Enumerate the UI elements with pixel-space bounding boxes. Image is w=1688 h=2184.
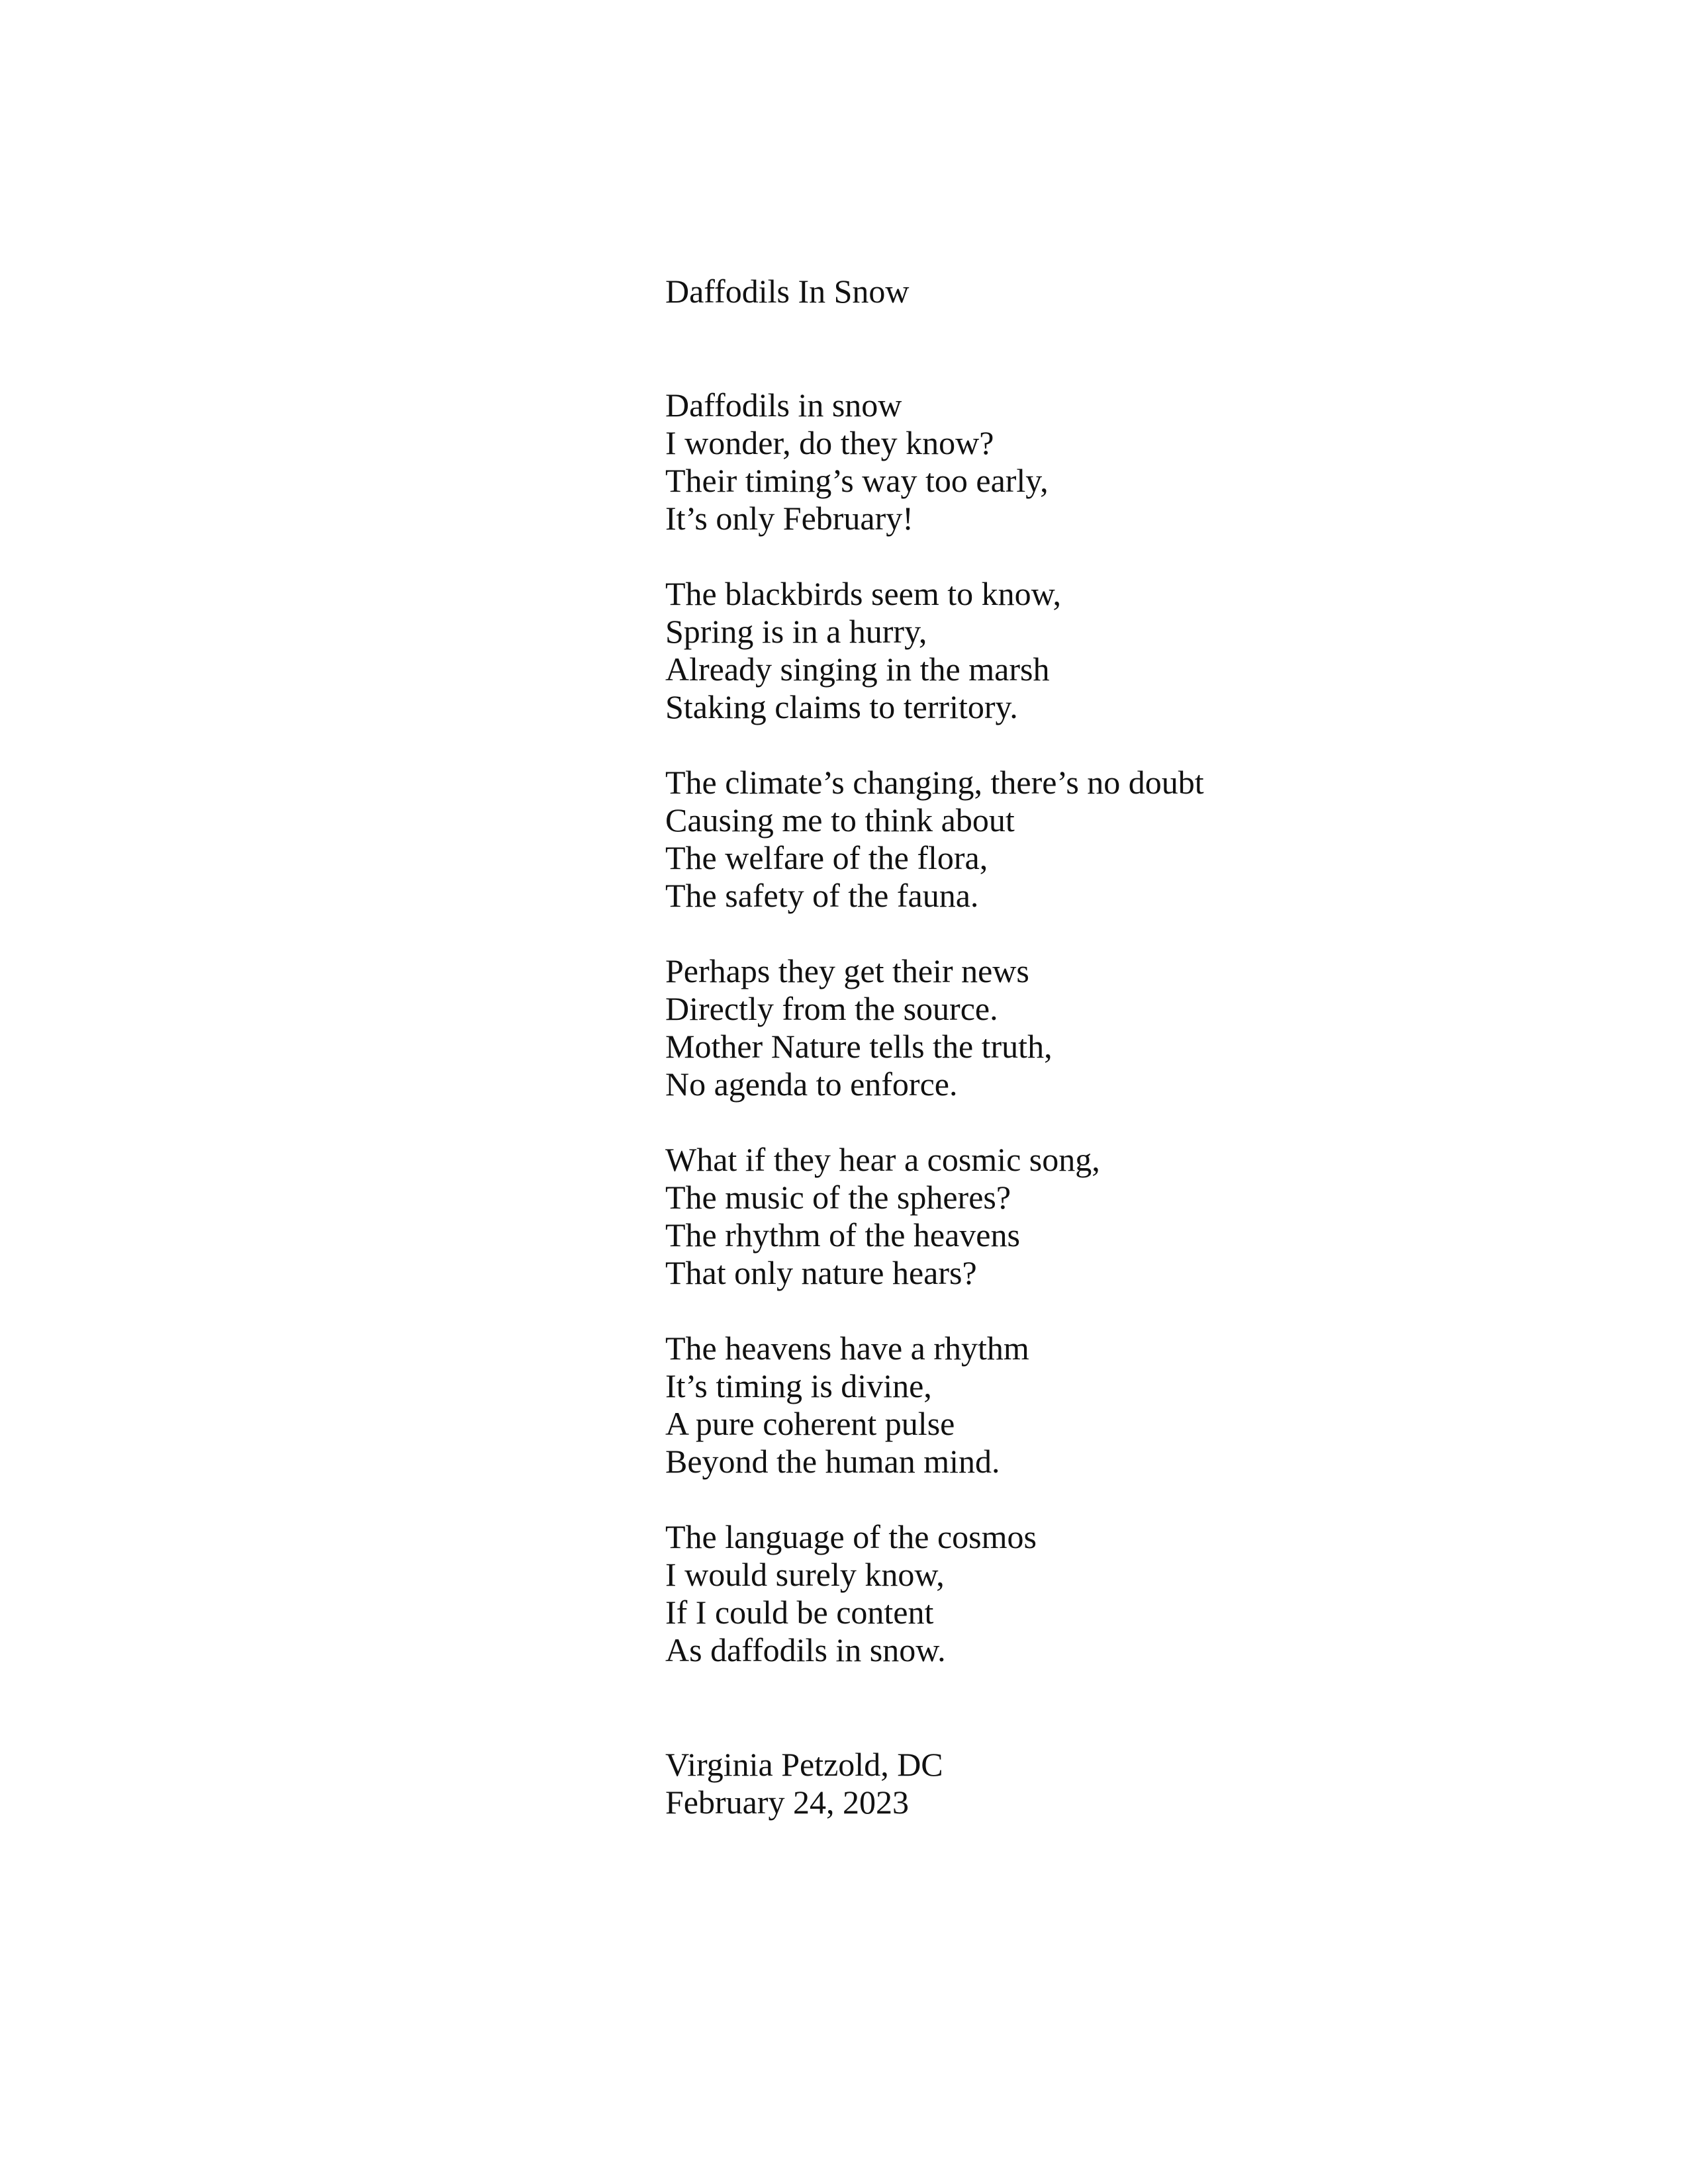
poem-line: As daffodils in snow. [665,1631,946,1668]
poem-line: Causing me to think about [665,801,1015,839]
poem-line: The heavens have a rhythm [665,1330,1029,1367]
poem-line: The rhythm of the heavens [665,1216,1020,1253]
poem-line: The music of the spheres? [665,1179,1011,1216]
poem-line: The safety of the fauna. [665,877,979,914]
stanza-1 [665,387,1204,537]
poem-date: February 24, 2023 [665,1784,909,1821]
poem-line: The language of the cosmos [665,1518,1037,1555]
poem-line: A pure coherent pulse [665,1405,955,1442]
stanza-4 [665,952,1204,1103]
poem-line: Daffodils in snow [665,387,902,424]
poem-line: Spring is in a hurry, [665,613,927,650]
stanza-5 [665,1141,1204,1292]
stanza-3 [665,764,1204,915]
poem-line: Mother Nature tells the truth, [665,1028,1053,1065]
poem-title: Daffodils In Snow [665,273,910,310]
signature-block [665,1746,943,1821]
poem-line: It’s timing is divine, [665,1367,932,1404]
poem-line: Already singing in the marsh [665,651,1050,688]
poem-body [665,387,1204,1707]
poem-line: No agenda to enforce. [665,1066,958,1103]
poem-line: The welfare of the flora, [665,839,988,876]
poem-line: It’s only February! [665,500,914,537]
poem-line: Beyond the human mind. [665,1443,1000,1480]
poem-line: I would surely know, [665,1556,945,1593]
poem-line: Perhaps they get their news [665,952,1029,989]
stanza-7 [665,1518,1204,1669]
stanza-2 [665,575,1204,726]
poem-line: What if they hear a cosmic song, [665,1141,1100,1178]
poem-line: The blackbirds seem to know, [665,575,1061,612]
poem-line: Staking claims to territory. [665,688,1018,725]
poem-line: That only nature hears? [665,1254,977,1291]
author-name: Virginia Petzold, DC [665,1746,943,1783]
poem-line: The climate’s changing, there’s no doubt [665,764,1204,801]
poem-line: Directly from the source. [665,990,998,1027]
poem-line: If I could be content [665,1594,934,1631]
stanza-6 [665,1330,1204,1480]
poem-line: I wonder, do they know? [665,424,994,461]
poem-line: Their timing’s way too early, [665,462,1049,499]
